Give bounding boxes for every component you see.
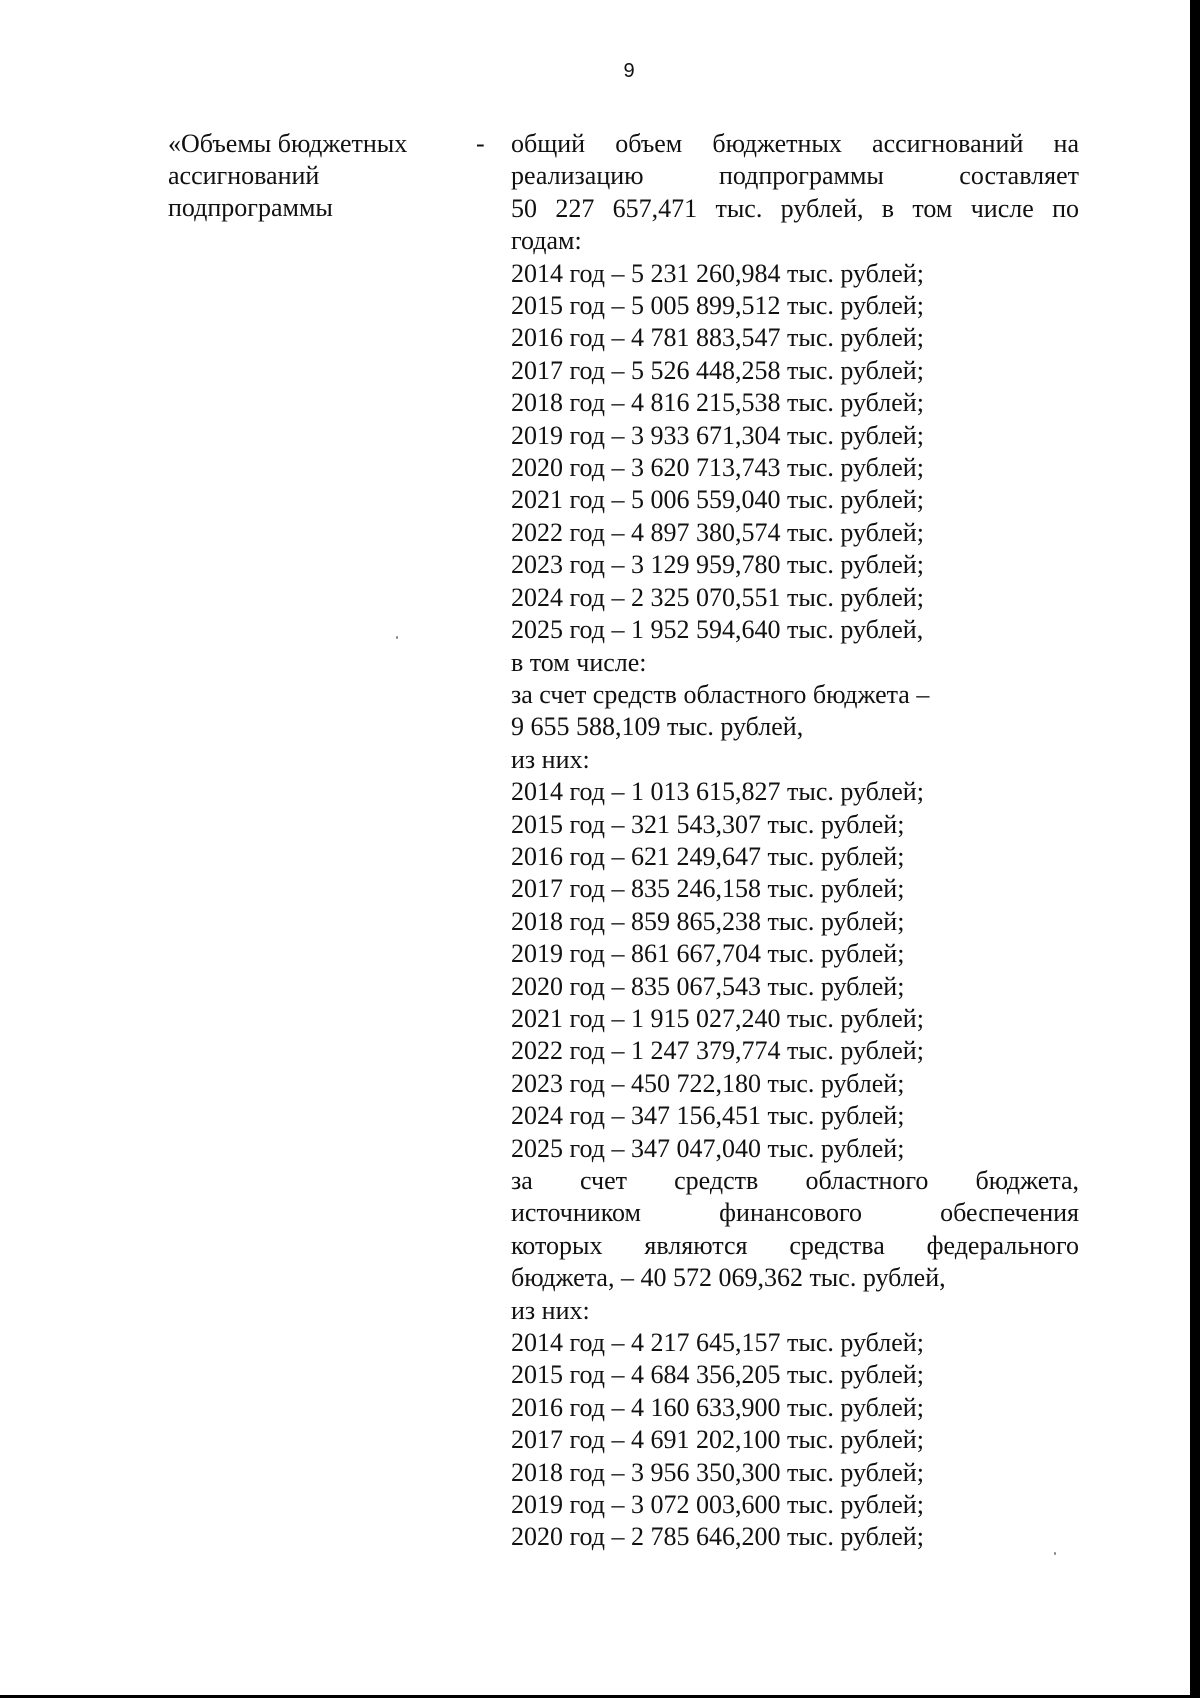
funding-description	[511, 128, 1079, 1554]
federal-year-item: 2015 год – 4 684 356,205 тыс. рублей;	[511, 1360, 924, 1390]
total-year-item: 2024 год – 2 325 070,551 тыс. рублей;	[511, 582, 924, 612]
regional-year-item: 2018 год – 859 865,238 тыс. рублей;	[511, 906, 905, 936]
regional-year-item: 2025 год – 347 047,040 тыс. рублей;	[511, 1133, 905, 1163]
section-heading-line: подпрограммы	[168, 193, 333, 222]
total-year-item: 2025 год – 1 952 594,640 тыс. рублей,	[511, 615, 924, 645]
total-year-item: 2016 год – 4 781 883,547 тыс. рублей;	[511, 323, 924, 353]
regional-years-list	[511, 776, 1079, 1165]
regional-line: 9 655 588,109 тыс. рублей,	[511, 712, 804, 742]
federal-line: бюджета, – 40 572 069,362 тыс. рублей,	[511, 1263, 946, 1293]
total-line: реализацию подпрограммы составляет	[511, 161, 1079, 191]
total-years-list	[511, 258, 1079, 647]
total-line: 50 227 657,471 тыс. рублей, в том числе по	[511, 193, 1079, 223]
regional-line: за счет средств областного бюджета –	[511, 679, 930, 709]
federal-line: источником финансового обеспечения	[511, 1198, 1079, 1228]
section-heading	[168, 128, 458, 224]
section-heading-line: ассигнований	[168, 161, 320, 190]
total-year-item: 2020 год – 3 620 713,743 тыс. рублей;	[511, 453, 924, 483]
total-year-item: 2018 год – 4 816 215,538 тыс. рублей;	[511, 388, 924, 418]
page-number: 9	[623, 60, 635, 82]
separator-dash: -	[476, 129, 485, 158]
total-year-item: 2015 год – 5 005 899,512 тыс. рублей;	[511, 291, 924, 321]
total-line: годам:	[511, 226, 582, 256]
federal-year-item: 2020 год – 2 785 646,200 тыс. рублей;	[511, 1522, 924, 1552]
federal-year-item: 2018 год – 3 956 350,300 тыс. рублей;	[511, 1457, 924, 1487]
regional-year-item: 2019 год – 861 667,704 тыс. рублей;	[511, 939, 905, 969]
including-label: в том числе:	[511, 647, 647, 677]
federal-year-item: 2017 год – 4 691 202,100 тыс. рублей;	[511, 1425, 924, 1455]
of-them-label: из них:	[511, 1295, 590, 1325]
federal-year-item: 2019 год – 3 072 003,600 тыс. рублей;	[511, 1490, 924, 1520]
regional-year-item: 2015 год – 321 543,307 тыс. рублей;	[511, 809, 905, 839]
regional-year-item: 2021 год – 1 915 027,240 тыс. рублей;	[511, 1003, 924, 1033]
scan-speck	[1054, 1552, 1056, 1555]
regional-year-item: 2017 год – 835 246,158 тыс. рублей;	[511, 874, 905, 904]
of-them-label: из них:	[511, 744, 590, 774]
regional-year-item: 2014 год – 1 013 615,827 тыс. рублей;	[511, 777, 924, 807]
total-year-item: 2021 год – 5 006 559,040 тыс. рублей;	[511, 485, 924, 515]
scan-speck	[396, 636, 398, 639]
federal-year-item: 2014 год – 4 217 645,157 тыс. рублей;	[511, 1328, 924, 1358]
federal-line: за счет средств областного бюджета,	[511, 1166, 1079, 1195]
scan-border-right	[1190, 0, 1200, 1698]
total-year-item: 2023 год – 3 129 959,780 тыс. рублей;	[511, 550, 924, 580]
regional-year-item: 2016 год – 621 249,647 тыс. рублей;	[511, 841, 905, 871]
total-year-item: 2022 год – 4 897 380,574 тыс. рублей;	[511, 517, 924, 547]
federal-year-item: 2016 год – 4 160 633,900 тыс. рублей;	[511, 1392, 924, 1422]
federal-line: которых являются средства федерального	[511, 1230, 1079, 1260]
total-year-item: 2017 год – 5 526 448,258 тыс. рублей;	[511, 355, 924, 385]
total-year-item: 2014 год – 5 231 260,984 тыс. рублей;	[511, 258, 924, 288]
regional-year-item: 2023 год – 450 722,180 тыс. рублей;	[511, 1068, 905, 1098]
regional-year-item: 2022 год – 1 247 379,774 тыс. рублей;	[511, 1036, 924, 1066]
total-line: общий объем бюджетных ассигнований на	[511, 129, 1079, 158]
regional-year-item: 2024 год – 347 156,451 тыс. рублей;	[511, 1101, 905, 1131]
section-heading-line: «Объемы бюджетных	[168, 129, 408, 158]
federal-years-list	[511, 1327, 1079, 1554]
regional-year-item: 2020 год – 835 067,543 тыс. рублей;	[511, 971, 905, 1001]
total-year-item: 2019 год – 3 933 671,304 тыс. рублей;	[511, 420, 924, 450]
